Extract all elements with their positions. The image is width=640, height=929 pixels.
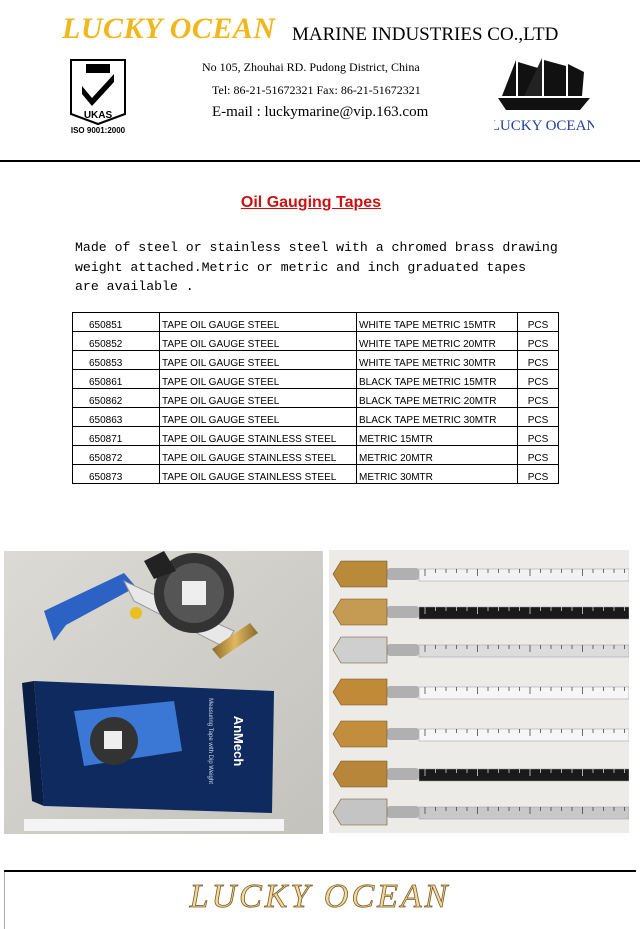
company-address: No 105, Zhouhai RD. Pudong District, China	[202, 60, 420, 74]
ship-logo	[494, 54, 594, 136]
product-code: 650872	[73, 446, 160, 465]
product-name: TAPE OIL GAUGE STAINLESS STEEL	[160, 446, 357, 465]
product-table	[72, 312, 559, 484]
product-name: TAPE OIL GAUGE STAINLESS STEEL	[160, 465, 357, 484]
table-row	[73, 370, 559, 389]
company-name: MARINE INDUSTRIES CO.,LTD	[292, 24, 559, 45]
page-title	[0, 194, 622, 212]
product-code: 650851	[73, 313, 160, 332]
product-name: TAPE OIL GAUGE STEEL	[160, 332, 357, 351]
product-name: TAPE OIL GAUGE STEEL	[160, 313, 357, 332]
table-row	[73, 389, 559, 408]
box-brand-label: AnMech	[231, 715, 246, 767]
product-unit: PCS	[518, 446, 559, 465]
product-name: TAPE OIL GAUGE STEEL	[160, 389, 357, 408]
footer-brand-name: LUCKY OCEAN	[189, 878, 451, 915]
product-name: TAPE OIL GAUGE STEEL	[160, 351, 357, 370]
table-row	[73, 351, 559, 370]
product-spec: BLACK TAPE METRIC 20MTR	[357, 389, 518, 408]
product-code: 650871	[73, 427, 160, 446]
company-email: E-mail : luckymarine@vip.163.com	[212, 104, 429, 120]
iso-certification-label: ISO 9001:2000	[70, 126, 126, 135]
table-row	[73, 313, 559, 332]
product-code: 650853	[73, 351, 160, 370]
page-title-text: Oil Gauging Tapes	[240, 194, 382, 211]
product-code: 650852	[73, 332, 160, 351]
product-unit: PCS	[518, 351, 559, 370]
product-name: TAPE OIL GAUGE STAINLESS STEEL	[160, 427, 357, 446]
product-spec: WHITE TAPE METRIC 20MTR	[357, 332, 518, 351]
product-unit: PCS	[518, 313, 559, 332]
header-divider	[0, 160, 640, 162]
product-code: 650862	[73, 389, 160, 408]
ukas-label: UKAS	[83, 110, 113, 121]
table-row	[73, 427, 559, 446]
product-unit: PCS	[518, 370, 559, 389]
table-row	[73, 408, 559, 427]
product-spec: BLACK TAPE METRIC 15MTR	[357, 370, 518, 389]
product-unit: PCS	[518, 332, 559, 351]
product-spec: WHITE TAPE METRIC 30MTR	[357, 351, 518, 370]
company-phone-fax: Tel: 86-21-51672321 Fax: 86-21-51672321	[212, 83, 421, 97]
product-name: TAPE OIL GAUGE STEEL	[160, 408, 357, 427]
product-spec: METRIC 20MTR	[357, 446, 518, 465]
product-unit: PCS	[518, 389, 559, 408]
product-code: 650873	[73, 465, 160, 484]
product-photo-dip-weights	[329, 550, 629, 833]
brand-name: LUCKY OCEAN	[62, 12, 276, 45]
product-unit: PCS	[518, 465, 559, 484]
product-unit: PCS	[518, 427, 559, 446]
product-spec: BLACK TAPE METRIC 30MTR	[357, 408, 518, 427]
product-spec: METRIC 30MTR	[357, 465, 518, 484]
table-row	[73, 446, 559, 465]
product-photo-tape-and-box	[4, 551, 323, 834]
product-spec: WHITE TAPE METRIC 15MTR	[357, 313, 518, 332]
table-row	[73, 332, 559, 351]
product-spec: METRIC 15MTR	[357, 427, 518, 446]
ukas-certification-logo	[68, 56, 128, 136]
product-code: 650863	[73, 408, 160, 427]
product-code: 650861	[73, 370, 160, 389]
product-description: Made of steel or stainless steel with a chromed brass drawing weight attached.Metric or metric and inch graduated tapes are available .	[75, 240, 558, 294]
product-name: TAPE OIL GAUGE STEEL	[160, 370, 357, 389]
box-description-label: Measuring Tape with Dip Weight	[207, 698, 213, 784]
ship-logo-text: LUCKY OCEAN	[494, 118, 594, 134]
product-unit: PCS	[518, 408, 559, 427]
table-row	[73, 465, 559, 484]
